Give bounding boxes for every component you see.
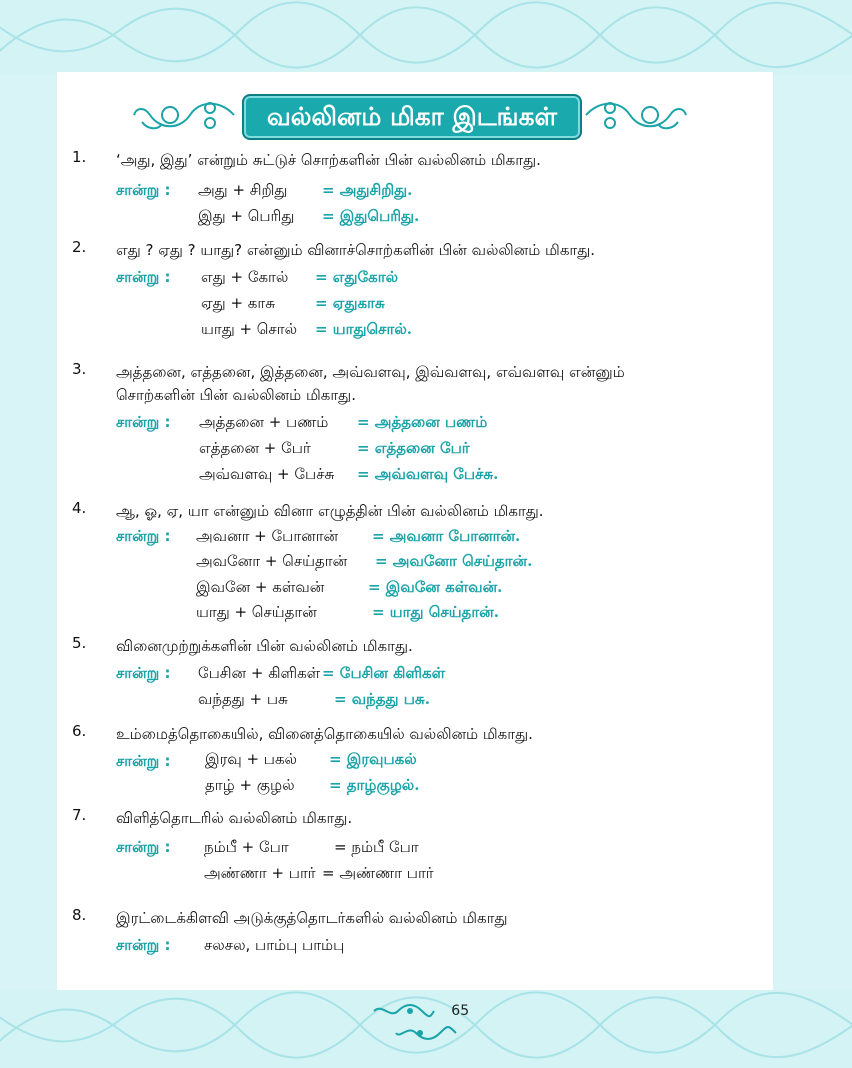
example-left: ஏது + காசு bbox=[201, 294, 276, 312]
example-left: அவ்வளவு + பேச்சு bbox=[199, 465, 335, 483]
example-result: = இரவுபகல் bbox=[329, 750, 417, 768]
example-result: = இவனே கள்வன். bbox=[368, 578, 503, 596]
example-result: = பேசின கிளிகள் bbox=[322, 664, 446, 682]
example-left: பேசின + கிளிகள் bbox=[198, 664, 321, 682]
rule-number: 2. bbox=[72, 238, 87, 256]
example-result: = யாது செய்தான். bbox=[372, 603, 499, 621]
rule-text: எது ? ஏது ? யாது? என்னும் வினாச்சொற்களின் பின் வல்லினம் மிகாது. bbox=[116, 241, 596, 259]
left-flourish-ornament bbox=[130, 96, 238, 134]
rule-number: 7. bbox=[72, 806, 87, 824]
example-left: அது + சிறிது bbox=[198, 181, 288, 199]
rule-text: ‘அது, இது’ என்றும் சுட்டுச் சொற்களின் பின் வல்லினம் மிகாது. bbox=[116, 151, 541, 169]
example-left: இது + பெரிது bbox=[198, 207, 295, 225]
example-left: யாது + செய்தான் bbox=[196, 603, 317, 621]
example-result: = தாழ்குழல். bbox=[329, 776, 420, 794]
example-left: இரவு + பகல் bbox=[205, 750, 298, 768]
example-left: வந்தது + பசு bbox=[198, 690, 288, 708]
example-label: சான்று : bbox=[116, 527, 171, 545]
rule-text: சொற்களின் பின் வல்லினம் மிகாது. bbox=[116, 386, 356, 404]
example-label: சான்று : bbox=[116, 268, 171, 286]
page-number: 65 bbox=[451, 1003, 470, 1019]
example-left: எது + கோல் bbox=[201, 268, 289, 286]
rule-text: ஆ, ஓ, ஏ, யா என்னும் வினா எழுத்தின் பின் வல்லினம் மிகாது. bbox=[116, 502, 544, 520]
rule-number: 6. bbox=[72, 722, 87, 740]
example-left: இவனே + கள்வன் bbox=[196, 578, 325, 596]
rule-number: 5. bbox=[72, 634, 87, 652]
rule-text: இரட்டைக்கிளவி அடுக்குத்தொடர்களில் வல்லினம் மிகாது bbox=[116, 909, 508, 927]
rule-number: 8. bbox=[72, 906, 87, 924]
right-flourish-ornament bbox=[582, 96, 690, 134]
example-label: சான்று : bbox=[116, 838, 171, 856]
example-left: அண்ணா + பார் bbox=[204, 864, 316, 882]
example-result: = எத்தனை பேர் bbox=[357, 439, 470, 457]
example-result: = இதுபெரிது. bbox=[322, 207, 420, 225]
example-result: = எதுகோல் bbox=[315, 268, 399, 286]
example-left: எத்தனை + பேர் bbox=[199, 439, 311, 457]
rule-text: வினைமுற்றுக்களின் பின் வல்லினம் மிகாது. bbox=[116, 637, 413, 655]
example-result: = அவ்வளவு பேச்சு. bbox=[357, 465, 499, 483]
example-label: சான்று : bbox=[116, 936, 171, 954]
page-title: வல்லினம் மிகா இடங்கள் bbox=[242, 94, 582, 140]
example-left: சலசல, பாம்பு பாம்பு bbox=[204, 936, 345, 954]
example-result: = அவனோ செய்தான். bbox=[375, 552, 533, 570]
example-left: அவனோ + செய்தான் bbox=[196, 552, 348, 570]
example-label: சான்று : bbox=[116, 181, 171, 199]
left-footer-ornament bbox=[372, 1003, 436, 1019]
example-result: = அண்ணா பார் bbox=[322, 864, 434, 882]
rule-number: 3. bbox=[72, 360, 87, 378]
rule-text: உம்மைத்தொகையில், வினைத்தொகையில் வல்லினம் மிகாது. bbox=[116, 725, 533, 743]
example-label: சான்று : bbox=[116, 413, 171, 431]
right-footer-ornament bbox=[394, 1025, 458, 1041]
rule-text: அத்தனை, எத்தனை, இத்தனை, அவ்வளவு, இவ்வளவு, எவ்வளவு என்னும் bbox=[116, 363, 625, 381]
page-footer bbox=[338, 1000, 514, 1022]
example-left: அத்தனை + பணம் bbox=[199, 413, 329, 431]
example-result: = ஏதுகாசு bbox=[315, 294, 385, 312]
example-result: = அத்தனை பணம் bbox=[357, 413, 488, 431]
example-left: நம்பீ + போ bbox=[204, 838, 289, 856]
example-result: = வந்தது பசு. bbox=[334, 690, 430, 708]
example-left: யாது + சொல் bbox=[201, 320, 298, 338]
example-label: சான்று : bbox=[116, 664, 171, 682]
example-result: = நம்பீ போ bbox=[334, 838, 419, 856]
example-left: அவனா + போனான் bbox=[196, 527, 339, 545]
example-result: = அவனா போனான். bbox=[372, 527, 521, 545]
example-left: தாழ் + குழல் bbox=[205, 776, 295, 794]
title-banner bbox=[130, 94, 690, 138]
example-result: = யாதுசொல். bbox=[315, 320, 412, 338]
rule-number: 1. bbox=[72, 148, 87, 166]
example-result: = அதுசிறிது. bbox=[322, 181, 413, 199]
rule-text: விளித்தொடரில் வல்லினம் மிகாது. bbox=[116, 809, 353, 827]
rule-number: 4. bbox=[72, 499, 87, 517]
example-label: சான்று : bbox=[116, 752, 171, 770]
top-leaf-pattern bbox=[0, 0, 852, 75]
